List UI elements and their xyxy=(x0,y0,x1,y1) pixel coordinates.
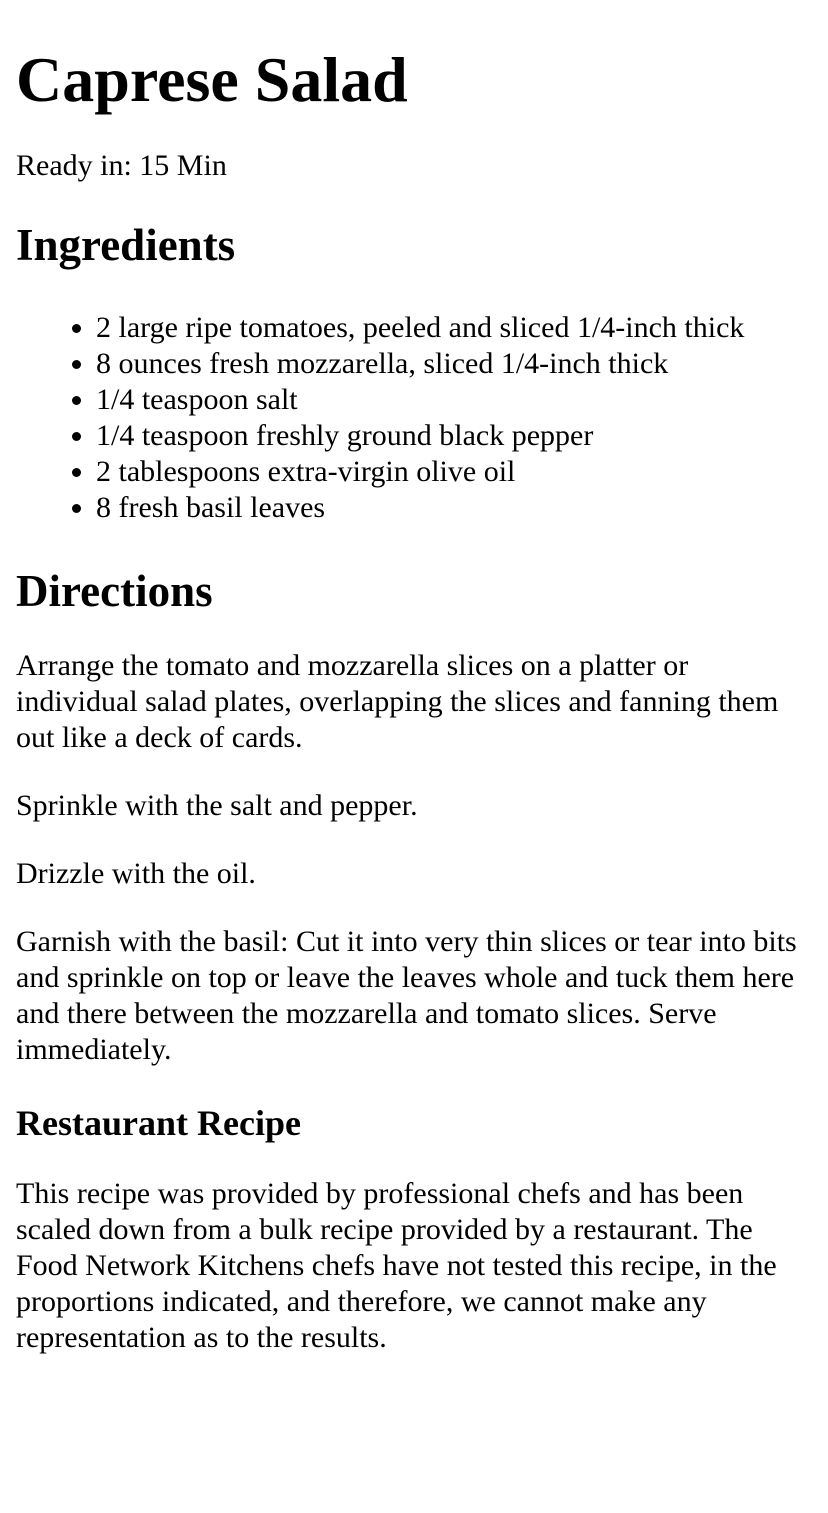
ingredient-item: • 8 fresh basil leaves xyxy=(96,490,812,526)
direction-step: Sprinkle with the salt and pepper. xyxy=(16,789,418,822)
ingredients-list xyxy=(16,310,812,526)
ready-time: Ready in: 15 Min xyxy=(16,149,227,182)
restaurant-recipe-heading: Restaurant Recipe xyxy=(16,1103,301,1143)
ingredient-item: • 8 ounces fresh mozzarella, sliced 1/4-inch thick xyxy=(96,346,812,382)
ingredient-item: • 1/4 teaspoon salt xyxy=(96,382,812,418)
ingredient-item: • 1/4 teaspoon freshly ground black pepper xyxy=(96,418,812,454)
direction-step: Garnish with the basil: Cut it into very thin slices or tear into bits and sprinkle on top or leave the leaves whole and tuck them here and there between the mozzarella and tomato slices. Serve immediately. xyxy=(16,925,797,1066)
directions-heading: Directions xyxy=(16,566,213,616)
recipe-page xyxy=(0,42,828,1356)
direction-step: Drizzle with the oil. xyxy=(16,857,256,890)
ingredient-item: • 2 tablespoons extra-virgin olive oil xyxy=(96,454,812,490)
recipe-title: Caprese Salad xyxy=(16,44,408,115)
directions-section xyxy=(16,648,812,1068)
ingredient-item: • 2 large ripe tomatoes, peeled and sliced 1/4-inch thick xyxy=(96,310,812,346)
ingredients-heading: Ingredients xyxy=(16,220,236,270)
direction-step: Arrange the tomato and mozzarella slices on a platter or individual salad plates, overlapping the slices and fanning them out like a deck of cards. xyxy=(16,649,779,754)
restaurant-recipe-note: This recipe was provided by professional chefs and has been scaled down from a bulk recipe provided by a restaurant. The Food Network Kitchens chefs have not tested this recipe, in the proportions indicated, and therefore, we cannot make any representation as to the results. xyxy=(16,1177,777,1354)
